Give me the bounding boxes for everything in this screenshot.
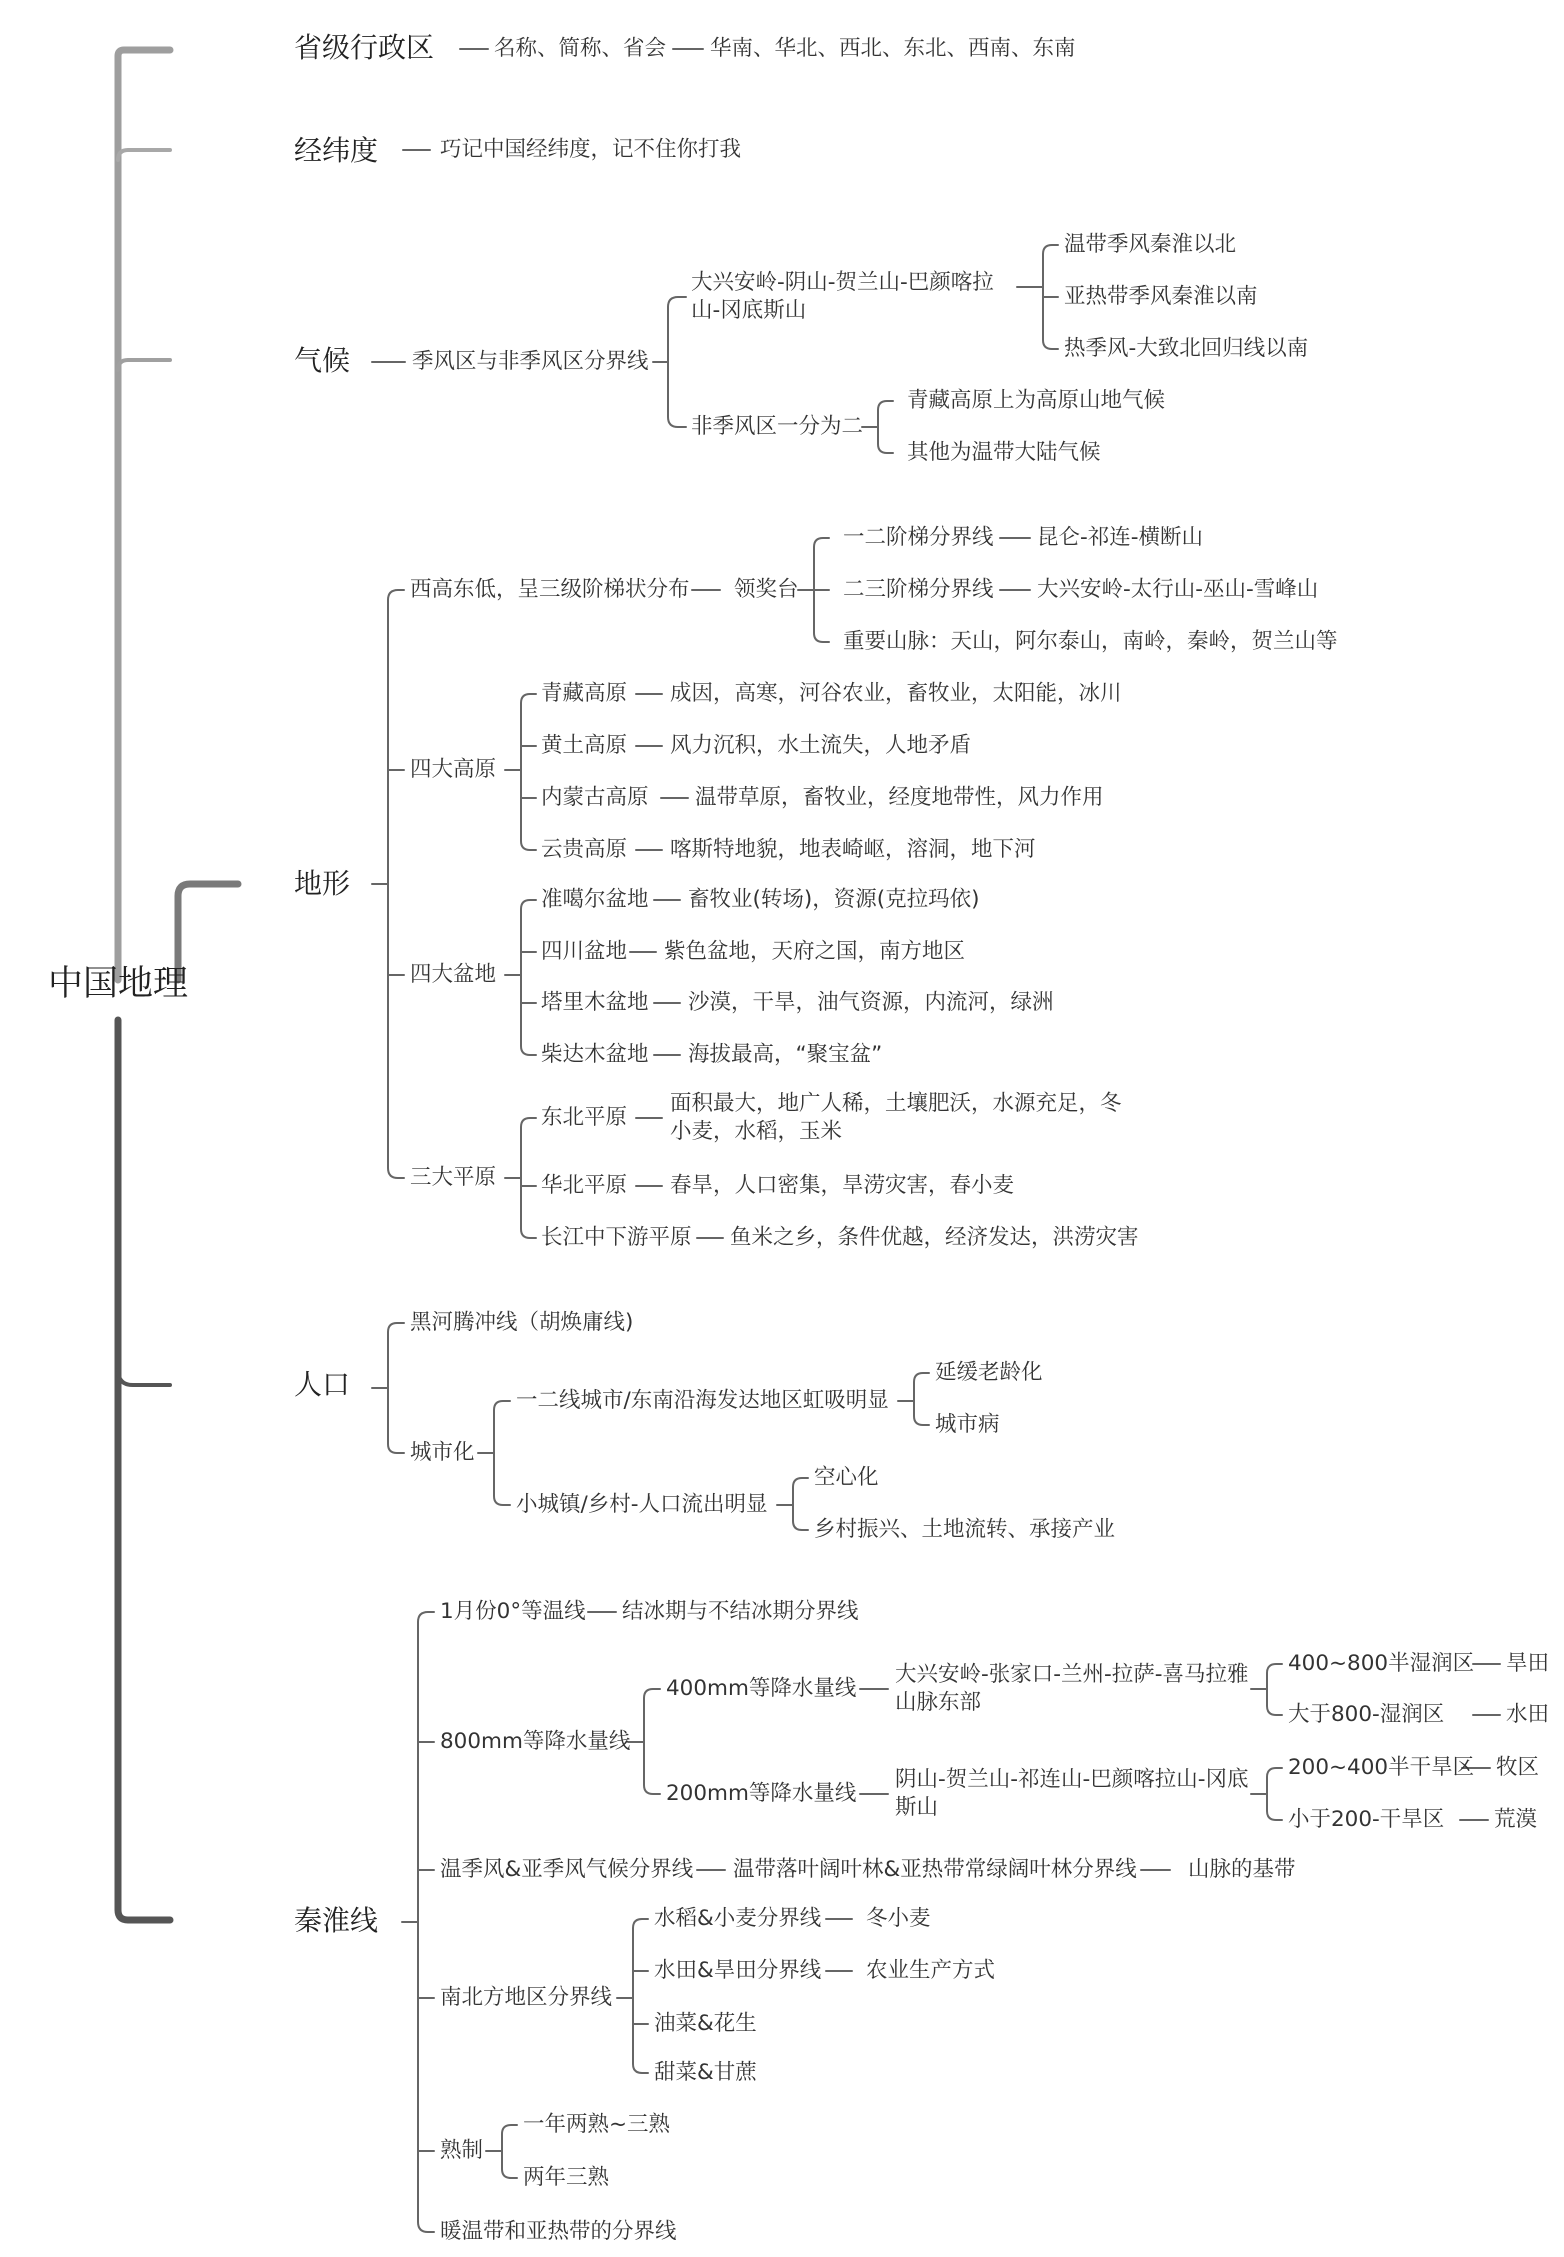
qinhuai-north-south: 南北方地区分界线 <box>440 1985 613 2010</box>
climate-continental: 其他为温带大陆气候 <box>907 440 1101 465</box>
plateau-inner-mongolia: 内蒙古高原 <box>541 785 649 810</box>
small-towns-revitalize: 乡村振兴、土地流转、承接产业 <box>814 1517 1116 1542</box>
big-cities-aging: 延缓老龄化 <box>935 1360 1043 1385</box>
rapeseed-peanut: 油菜&花生 <box>654 2011 757 2036</box>
plateau-loess-value: 风力沉积，水土流失，人地矛盾 <box>670 733 972 758</box>
qinhuai-isotherm: 1月份0°等温线 <box>440 1599 586 1624</box>
branch-terrain: 地形 <box>294 867 351 900</box>
latlon-detail: 巧记中国经纬度，记不住你打我 <box>440 137 742 162</box>
terrain-podium: 领奖台 <box>734 577 799 602</box>
small-towns-hollow: 空心化 <box>814 1465 879 1490</box>
plateau-yungui-value: 喀斯特地貌，地表崎岖，溶洞，地下河 <box>670 837 1036 862</box>
qinhuai-cropping: 熟制 <box>440 2138 484 2163</box>
plain-yangtze-value: 鱼米之乡，条件优越，经济发达，洪涝灾害 <box>730 1225 1139 1250</box>
plain-yangtze: 长江中下游平原 <box>541 1225 692 1250</box>
root-node: 中国地理 <box>48 964 189 1004</box>
province-detail-1: 名称、简称、省会 <box>494 36 667 61</box>
cropping-three-in-two: 两年三熟 <box>523 2165 610 2190</box>
terrain-plateaus: 四大高原 <box>410 757 497 782</box>
qinhuai-isotherm-value: 结冰期与不结冰期分界线 <box>622 1599 859 1624</box>
semi-arid: 200~400半干旱区 <box>1288 1755 1475 1780</box>
isohyet-400mm-value: 大兴安岭-张家口-兰州-拉萨-喜马拉雅山脉东部 <box>895 1662 1249 1715</box>
terrain-plains: 三大平原 <box>410 1165 497 1190</box>
urbanization-big-cities: 一二线城市/东南沿海发达地区虹吸明显 <box>516 1388 889 1413</box>
climate-tropical-monsoon: 热季风-大致北回归线以南 <box>1064 336 1309 361</box>
trunk-lower-connector <box>118 1020 170 1920</box>
plain-northeast: 东北平原 <box>541 1105 628 1130</box>
trunk-population-connector <box>118 1370 170 1385</box>
plateau-qingzang: 青藏高原 <box>541 681 628 706</box>
plain-north-china: 华北平原 <box>541 1173 628 1198</box>
plateau-inner-mongolia-value: 温带草原，畜牧业，经度地带性，风力作用 <box>695 785 1104 810</box>
isohyet-200mm-value: 阴山-贺兰山-祁连山-巴颜喀拉山-冈底斯山 <box>895 1767 1249 1820</box>
paddy-dry-value: 农业生产方式 <box>866 1958 996 1983</box>
terrain-step12-value: 昆仑-祁连-横断山 <box>1037 525 1204 550</box>
isohyet-400mm: 400mm等降水量线 <box>666 1676 857 1701</box>
province-detail-2: 华南、华北、西北、东北、西南、东南 <box>710 36 1076 61</box>
climate-non-monsoon: 非季风区一分为二 <box>691 414 864 439</box>
plain-northeast-value: 面积最大，地广人稀，土壤肥沃，水源充足，冬小麦，水稻，玉米 <box>670 1091 1122 1144</box>
basin-junggar-value: 畜牧业(转场)，资源(克拉玛依) <box>688 887 980 912</box>
population-urbanization: 城市化 <box>410 1440 475 1465</box>
climate-boundary: 季风区与非季风区分界线 <box>412 349 649 374</box>
cropping-two-three: 一年两熟~三熟 <box>523 2112 671 2137</box>
plateau-qingzang-value: 成因，高寒，河谷农业，畜牧业，太阳能，冰川 <box>670 681 1122 706</box>
terrain-main-mountains: 重要山脉：天山，阿尔泰山，南岭，秦岭，贺兰山等 <box>843 629 1338 654</box>
branch-climate: 气候 <box>294 344 351 377</box>
terrain-three-steps: 西高东低，呈三级阶梯状分布 <box>410 577 690 602</box>
climate-subtropical-monsoon: 亚热带季风秦淮以南 <box>1064 284 1258 309</box>
big-cities-disease: 城市病 <box>935 1412 1000 1437</box>
branch-population: 人口 <box>294 1368 351 1401</box>
climate-temperate-monsoon: 温带季风秦淮以北 <box>1064 232 1237 257</box>
basin-qaidam-value: 海拔最高，“聚宝盆” <box>688 1042 883 1067</box>
plateau-loess: 黄土高原 <box>541 733 628 758</box>
terrain-basins: 四大盆地 <box>410 962 497 987</box>
humid-value: 水田 <box>1506 1702 1550 1727</box>
terrain-step23: 二三阶梯分界线 <box>843 577 994 602</box>
terrain-step12: 一二阶梯分界线 <box>843 525 994 550</box>
population-hu-line: 黑河腾冲线（胡焕庸线) <box>410 1310 634 1335</box>
trunk-latlon-connector <box>118 150 170 160</box>
branch-qinhuai: 秦淮线 <box>294 1904 379 1937</box>
isohyet-200mm: 200mm等降水量线 <box>666 1781 857 1806</box>
semi-arid-value: 牧区 <box>1496 1755 1540 1780</box>
qinhuai-climate-boundary: 温季风&亚季风气候分界线 <box>440 1857 694 1882</box>
qinhuai-800mm: 800mm等降水量线 <box>440 1729 631 1754</box>
climate-boundary-mountains: 大兴安岭-阴山-贺兰山-巴颜喀拉山-冈底斯山 <box>691 270 994 323</box>
arid-value: 荒漠 <box>1494 1807 1538 1832</box>
trunk-climate-connector <box>118 360 170 370</box>
basin-tarim-value: 沙漠，干旱，油气资源，内流河，绿洲 <box>688 990 1054 1015</box>
semi-humid: 400~800半湿润区 <box>1288 1651 1475 1676</box>
paddy-dry: 水田&旱田分界线 <box>654 1958 822 1983</box>
terrain-step23-value: 大兴安岭-太行山-巫山-雪峰山 <box>1037 577 1319 602</box>
climate-plateau: 青藏高原上为高原山地气候 <box>907 388 1166 413</box>
rice-wheat-value: 冬小麦 <box>866 1906 931 1931</box>
qinhuai-forest-boundary: 温带落叶阔叶林&亚热带常绿阔叶林分界线 <box>733 1857 1137 1882</box>
basin-junggar: 准噶尔盆地 <box>541 887 649 912</box>
basin-qaidam: 柴达木盆地 <box>541 1042 649 1067</box>
branch-province: 省级行政区 <box>294 31 435 64</box>
trunk-connector <box>118 50 170 980</box>
semi-humid-value: 旱田 <box>1506 1651 1550 1676</box>
branch-latlon: 经纬度 <box>294 134 379 167</box>
rice-wheat: 水稻&小麦分界线 <box>654 1906 822 1931</box>
plain-north-china-value: 春旱，人口密集，旱涝灾害，春小麦 <box>670 1173 1015 1198</box>
beet-sugarcane: 甜菜&甘蔗 <box>654 2060 757 2085</box>
humid: 大于800-湿润区 <box>1288 1702 1445 1727</box>
qinhuai-temperate-subtropical: 暖温带和亚热带的分界线 <box>440 2219 677 2244</box>
basin-tarim: 塔里木盆地 <box>541 990 649 1015</box>
urbanization-small-towns: 小城镇/乡村-人口流出明显 <box>516 1492 768 1517</box>
arid: 小于200-干旱区 <box>1288 1807 1445 1832</box>
qinhuai-mountain-base: 山脉的基带 <box>1188 1857 1296 1882</box>
plateau-yungui: 云贵高原 <box>541 837 628 862</box>
basin-sichuan-value: 紫色盆地，天府之国，南方地区 <box>664 939 966 964</box>
basin-sichuan: 四川盆地 <box>541 939 628 964</box>
